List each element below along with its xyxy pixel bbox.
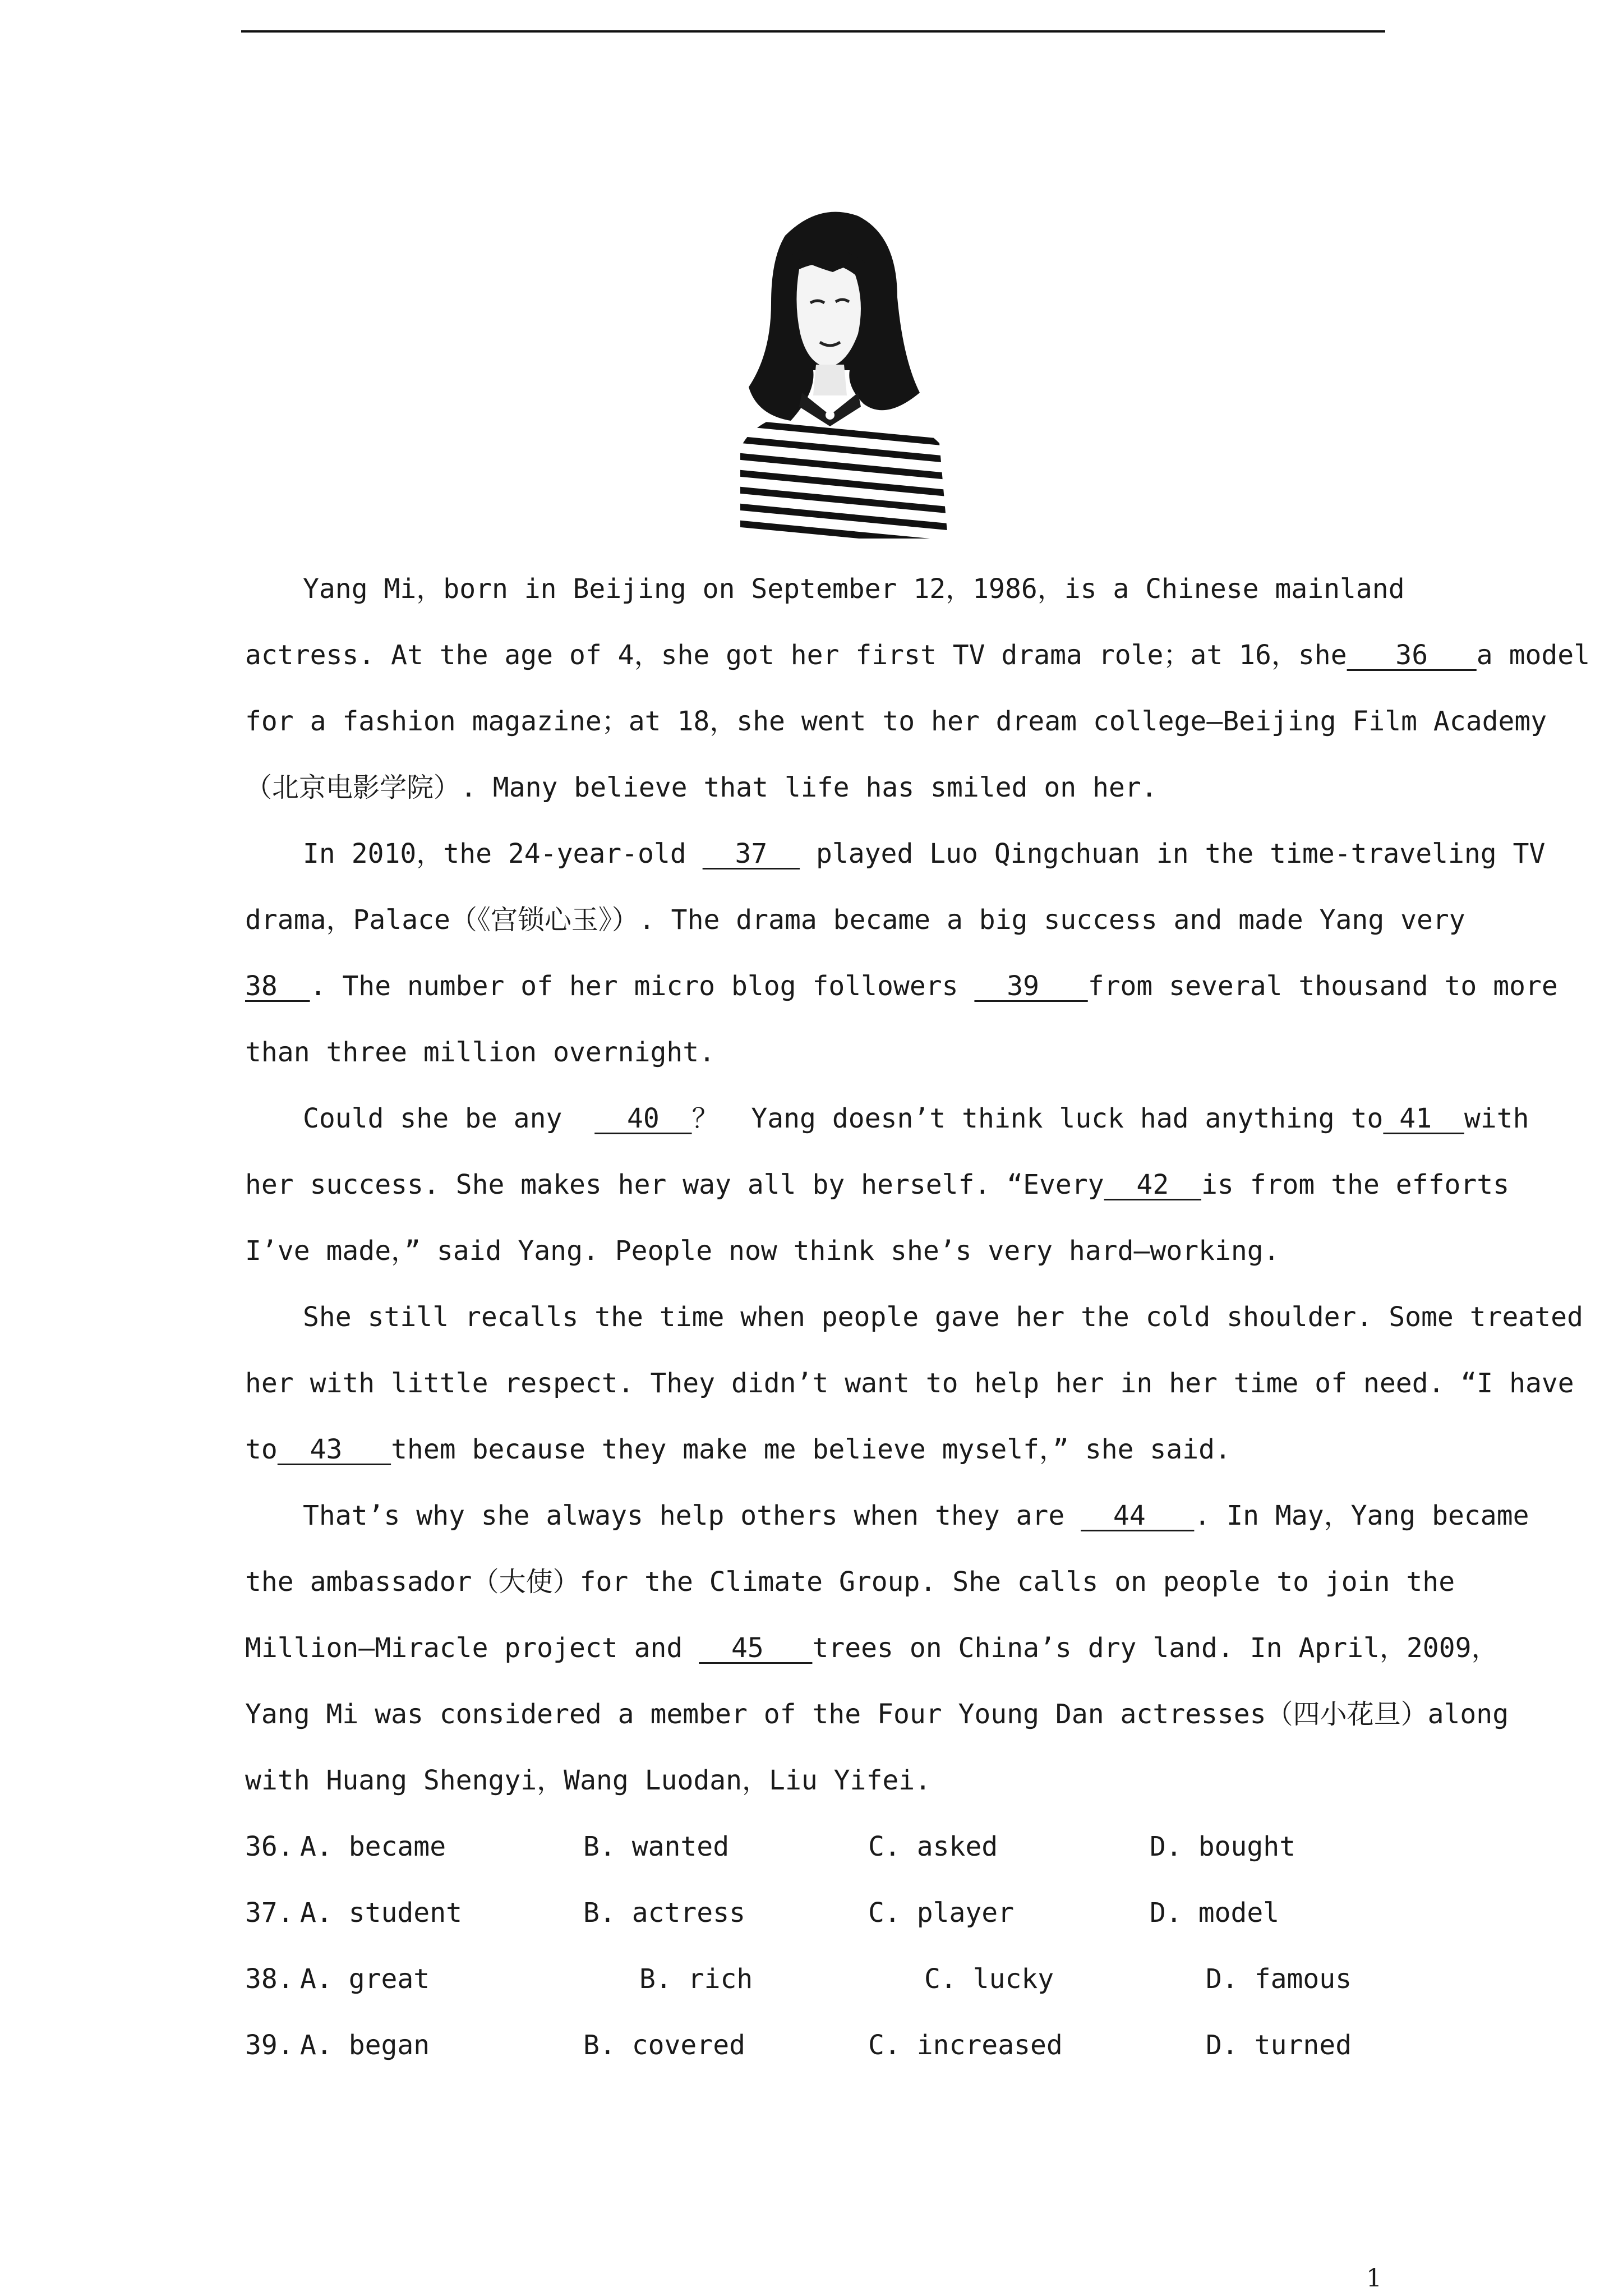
- answer-blank: 38: [245, 970, 310, 1002]
- passage-text: with Huang Shengyi，Wang Luodan，Liu Yifei.: [245, 1765, 932, 1796]
- passage-text: （北京电影学院）. Many believe that life has smiled on her.: [245, 772, 1158, 803]
- answer-option: B. actress: [583, 1897, 745, 1929]
- passage-text: than three million overnight.: [245, 1037, 716, 1068]
- answer-blank: 44: [1081, 1500, 1195, 1531]
- passage-text: her with little respect. They didn’t want to help her in her time of need. “I have: [245, 1368, 1574, 1399]
- answer-option: D. model: [1150, 1897, 1280, 1929]
- passage-text: I’ve made，” said Yang. People now think she’s very hard—working.: [245, 1235, 1280, 1267]
- passage-text: That’s why she always help others when they are: [303, 1500, 1081, 1531]
- answer-option: C. asked: [868, 1831, 998, 1862]
- answer-option: D. bought: [1150, 1831, 1296, 1862]
- passage-text: the ambassador（大使）for the Climate Group. She calls on people to join the: [245, 1566, 1455, 1598]
- answer-option: D. famous: [1206, 1963, 1352, 1995]
- answer-option: B. covered: [583, 2030, 745, 2061]
- passage-line: [303, 837, 1545, 871]
- question-number: 39.: [245, 2030, 294, 2061]
- passage-line: [303, 572, 1405, 606]
- answer-option: C. player: [868, 1897, 1015, 1929]
- passage-text: to: [245, 1434, 278, 1465]
- passage-text: her success. She makes her way all by herself. “Every: [245, 1169, 1104, 1200]
- passage-text: from several thousand to more: [1087, 970, 1558, 1002]
- passage-text: Yang Mi，born in Beijing on September 12，1986，is a Chinese mainland: [303, 573, 1405, 605]
- passage-text: them because they make me believe myself，” she said.: [391, 1434, 1231, 1465]
- passage-line: [303, 1300, 1583, 1334]
- answer-blank: 45: [699, 1632, 813, 1664]
- passage-line: [245, 1565, 1455, 1599]
- passage-text: with: [1464, 1103, 1529, 1134]
- passage-text: actress. At the age of 4，she got her first TV drama role；at 16，she: [245, 639, 1347, 671]
- answer-option: C. increased: [868, 2030, 1063, 2061]
- page-number: 1: [1366, 2264, 1382, 2293]
- passage-text: Million—Miracle project and: [245, 1632, 699, 1664]
- top-rule: [241, 30, 1385, 33]
- answer-blank: 43: [277, 1434, 391, 1465]
- passage-line: [245, 1366, 1574, 1400]
- answer-blank: 40: [594, 1103, 692, 1134]
- passage-text: trees on China’s dry land. In April，2009，: [812, 1632, 1498, 1664]
- passage-text: Could she be any: [303, 1103, 595, 1134]
- answer-option: D. turned: [1206, 2030, 1352, 2061]
- passage-text: ？ Yang doesn’t think luck had anything to: [691, 1103, 1384, 1134]
- passage-line: [245, 1036, 715, 1069]
- passage-text: drama，Palace（《宫锁心玉》）. The drama became a big success and made Yang very: [245, 904, 1465, 936]
- passage-line: [245, 969, 1558, 1003]
- answer-blank: 42: [1104, 1169, 1202, 1200]
- answer-option: A. great: [300, 1963, 430, 1995]
- passage-line: [245, 638, 1590, 672]
- passage-line: [245, 771, 1158, 804]
- passage-line: [303, 1102, 1529, 1135]
- passage-line: [245, 1433, 1231, 1466]
- passage-text: for a fashion magazine；at 18，she went to her dream college—Beijing Film Academy: [245, 706, 1547, 737]
- passage-text: played Luo Qingchuan in the time-traveling TV: [800, 838, 1546, 869]
- answer-blank: 41: [1383, 1103, 1464, 1134]
- answer-option: A. began: [300, 2030, 430, 2061]
- passage-text: Yang Mi was considered a member of the Four Young Dan actresses（四小花旦）along: [245, 1699, 1509, 1730]
- answer-option: A. became: [300, 1831, 446, 1862]
- passage-text: In 2010，the 24-year-old: [303, 838, 703, 869]
- answer-blank: 37: [702, 838, 800, 869]
- answer-option: C. lucky: [924, 1963, 1054, 1995]
- answer-blank: 36: [1347, 639, 1477, 671]
- passage-line: [245, 903, 1465, 937]
- answer-option: B. rich: [639, 1963, 753, 1995]
- portrait-photo: [718, 202, 953, 539]
- passage-text: She still recalls the time when people gave her the cold shoulder. Some treated: [303, 1301, 1583, 1333]
- question-number: 37.: [245, 1897, 294, 1929]
- answer-blank: 39: [974, 970, 1088, 1002]
- passage-text: a model: [1476, 639, 1590, 671]
- passage-line: [245, 1631, 1498, 1665]
- passage-text: . In May，Yang became: [1194, 1500, 1529, 1531]
- passage-line: [245, 1168, 1509, 1202]
- passage-text: . The number of her micro blog followers: [310, 970, 975, 1002]
- passage-line: [245, 705, 1547, 738]
- passage-line: [303, 1499, 1529, 1533]
- question-number: 36.: [245, 1831, 294, 1862]
- passage-line: [245, 1764, 931, 1797]
- passage-line: [245, 1697, 1509, 1731]
- question-number: 38.: [245, 1963, 294, 1995]
- answer-option: A. student: [300, 1897, 462, 1929]
- passage-line: [245, 1234, 1280, 1268]
- answer-option: B. wanted: [583, 1831, 730, 1862]
- passage-text: is from the efforts: [1201, 1169, 1510, 1200]
